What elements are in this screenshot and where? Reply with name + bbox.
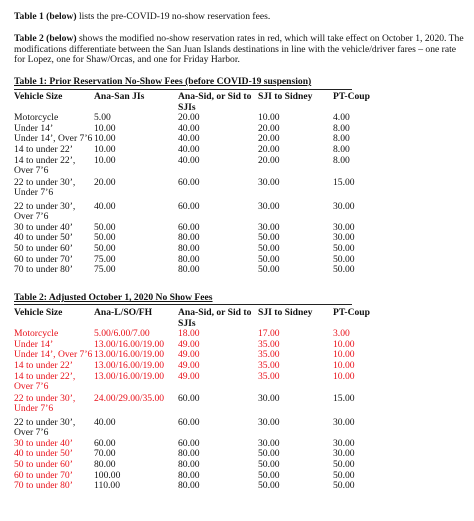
table2-cell: 49.00 [178,349,200,361]
table2-cell: 50.00 [258,480,280,492]
table2-cell: 50.00 [333,480,355,492]
table2-cell: 18.00 [178,328,200,340]
table2-cell: 60.00 [178,392,200,404]
table1-header-row [14,92,378,113]
table2-cell: 17.00 [258,328,280,340]
table1-caption: Table 1: Prior Reservation No-Show Fees (before COVID-19 suspension) [14,76,312,87]
intro-paragraph-1 [14,12,464,23]
table1-col-header: Ana-Sid, or Sid to SJIs [178,91,252,113]
table1-cell: 60 to under 70’ [14,253,73,265]
table2-cell: 50 to under 60’ [14,458,73,470]
table1-cell: 80.00 [178,264,200,276]
table1-top-rule [14,89,352,90]
table2-row [14,460,378,471]
table1-cell: Under 14’, Over 7’6 [14,133,93,145]
table1-cell: 70 to under 80’ [14,264,73,276]
table2-row [14,372,378,394]
table1-col-header: Vehicle Size [14,91,63,102]
intro-p1-bold: Table 1 (below) [14,11,77,22]
table1-cell: 22 to under 30’, Over 7’6 [14,200,76,223]
table1-cell: 30.00 [333,232,355,244]
table2-cell: 10.00 [333,338,355,350]
table2-cell: 13.00/16.00/19.00 [94,338,165,350]
table2-cell: 60.00 [178,437,200,449]
table1-cell: Under 14’ [14,122,54,134]
table2-cell: 50.00 [258,469,280,481]
table2-cell: Motorcycle [14,328,59,340]
table2-cell: Under 14’ [14,338,54,350]
table1-cell: 30.00 [258,176,280,188]
table1-cell: 40.00 [178,154,200,166]
table1-cell: 20.00 [94,176,116,188]
intro-p2-bold: Table 2 (below) [14,33,77,44]
table1-cell: 10.00 [94,143,116,155]
table2-caption: Table 2: Adjusted October 1, 2020 No Show Fees [14,292,213,303]
table1-row [14,156,378,178]
table1-cell: 40.00 [178,133,200,145]
table2-cell: 35.00 [258,349,280,361]
table1-cell: 20.00 [258,122,280,134]
table2-col-header: Ana-L/SO/FH [94,307,153,318]
table1-cell: 40.00 [178,122,200,134]
table1-cell: 30 to under 40’ [14,221,73,233]
table1-cell: 80.00 [178,242,200,254]
table1-cell: 8.00 [333,154,350,166]
table1-cell: 75.00 [94,264,116,276]
table2-cell: 30.00 [333,416,355,428]
table2-cell: 70.00 [94,448,116,460]
table2-cell: 30.00 [333,437,355,449]
table1-cell: 8.00 [333,143,350,155]
intro-p2-text: shows the modified no-show reservation rates in red, which will take effect on October 1, 2020. The modifications differentiate between the San Juan Islands destinations in line with the vehicle/driver fares – one rate for Lopez, one for Shaw/Orcas, and one for Friday Harbor. [14,33,464,66]
table2-cell: 30.00 [258,392,280,404]
table1-cell: 5.00 [94,112,111,124]
table1-cell: 50.00 [94,221,116,233]
table1-cell: 10.00 [258,112,280,124]
table2-cell: 14 to under 22’, Over 7’6 [14,370,76,393]
table2-cell: 80.00 [178,480,200,492]
table2-cell: 10.00 [333,359,355,371]
table1-cell: 40 to under 50’ [14,232,73,244]
table2-cell: 3.00 [333,328,350,340]
table1-cell: Motorcycle [14,112,59,124]
table2-cell: 30 to under 40’ [14,437,73,449]
intro-paragraph-2 [14,34,464,66]
table2-cell: 35.00 [258,370,280,382]
table2-cell: 35.00 [258,359,280,371]
table1-cell: 80.00 [178,253,200,265]
table1-row [14,244,378,255]
table2-cell: 80.00 [178,469,200,481]
table2-cell: 49.00 [178,370,200,382]
table2-cell: 50.00 [333,469,355,481]
table2-cell: 50.00 [258,448,280,460]
table2-no-show-fees-adjusted [14,308,378,492]
table2-cell: Under 14’, Over 7’6 [14,349,93,361]
table1-col-header: Ana-San JIs [94,91,145,102]
table2-cell: 40.00 [94,416,116,428]
table2-cell: 24.00/29.00/35.00 [94,392,165,404]
table1-cell: 20.00 [258,154,280,166]
table1-cell: 30.00 [258,221,280,233]
table2-cell: 10.00 [333,370,355,382]
table1-col-header: SJI to Sidney [258,91,313,102]
table1-cell: 8.00 [333,133,350,145]
table2-cell: 13.00/16.00/19.00 [94,370,165,382]
table1-cell: 50.00 [333,253,355,265]
table2-cell: 49.00 [178,359,200,371]
table1-cell: 8.00 [333,122,350,134]
table1-cell: 10.00 [94,154,116,166]
table1-no-show-fees-prior [14,92,378,276]
table1-cell: 60.00 [178,221,200,233]
table2-col-header: Ana-Sid, or Sid to SJIs [178,307,252,329]
table2-cell: 80.00 [178,448,200,460]
table2-cell: 30.00 [333,448,355,460]
table2-cell: 15.00 [333,392,355,404]
table1-row [14,178,378,202]
table2-cell: 49.00 [178,338,200,350]
table1-row [14,265,378,276]
table1-col-header: PT-Coup [333,91,370,102]
table1-cell: 50.00 [333,242,355,254]
table2-cell: 80.00 [94,458,116,470]
intro-p1-text: lists the pre-COVID-19 no-show reservation fees. [76,11,271,22]
table1-cell: 30.00 [333,221,355,233]
table1-cell: 10.00 [94,133,116,145]
table1-cell: 10.00 [94,122,116,134]
table2-cell: 50.00 [258,458,280,470]
table1-cell: 20.00 [258,133,280,145]
table2-cell: 30.00 [258,416,280,428]
table2-cell: 5.00/6.00/7.00 [94,328,150,340]
table2-cell: 110.00 [94,480,121,492]
table1-cell: 4.00 [333,112,350,124]
table1-cell: 40.00 [178,143,200,155]
table2-cell: 60.00 [94,437,116,449]
table1-cell: 15.00 [333,176,355,188]
table2-cell: 40 to under 50’ [14,448,73,460]
table1-cell: 50.00 [258,253,280,265]
table2-col-header: PT-Coup [333,307,370,318]
table1-cell: 50.00 [94,232,116,244]
table1-cell: 14 to under 22’, Over 7’6 [14,154,76,177]
table2-cell: 60 to under 70’ [14,469,73,481]
table2-cell: 50.00 [333,458,355,470]
table1-cell: 50 to under 60’ [14,242,73,254]
table2-cell: 22 to under 30’, Under 7’6 [14,392,76,415]
table2-cell: 100.00 [94,469,121,481]
table1-cell: 30.00 [333,200,355,212]
table2-row [14,361,378,372]
table2-cell: 14 to under 22’ [14,359,73,371]
table2-row [14,418,378,439]
table2-cell: 60.00 [178,416,200,428]
table2-col-header: Vehicle Size [14,307,63,318]
table2-row [14,481,378,492]
table1-cell: 80.00 [178,232,200,244]
table2-cell: 80.00 [178,458,200,470]
table1-cell: 22 to under 30’, Under 7’6 [14,176,76,199]
table2-header-row [14,308,378,329]
table1-cell: 50.00 [258,264,280,276]
table1-cell: 30.00 [258,200,280,212]
table1-cell: 50.00 [333,264,355,276]
table2-cell: 13.00/16.00/19.00 [94,349,165,361]
table2-cell: 70 to under 80’ [14,480,73,492]
table1-cell: 60.00 [178,200,200,212]
table2-cell: 10.00 [333,349,355,361]
table1-cell: 14 to under 22’ [14,143,73,155]
table1-row [14,145,378,156]
table2-cell: 30.00 [258,437,280,449]
table1-cell: 50.00 [94,242,116,254]
table1-cell: 50.00 [258,232,280,244]
table2-top-rule [14,304,352,305]
table1-cell: 60.00 [178,176,200,188]
table2-cell: 13.00/16.00/19.00 [94,359,165,371]
table1-row [14,202,378,223]
table1-cell: 50.00 [258,242,280,254]
table1-cell: 20.00 [178,112,200,124]
table2-col-header: SJI to Sidney [258,307,313,318]
table2-cell: 35.00 [258,338,280,350]
table2-row [14,394,378,418]
table2-cell: 22 to under 30’, Over 7’6 [14,416,76,439]
table1-cell: 75.00 [94,253,116,265]
table1-cell: 40.00 [94,200,116,212]
table1-cell: 20.00 [258,143,280,155]
